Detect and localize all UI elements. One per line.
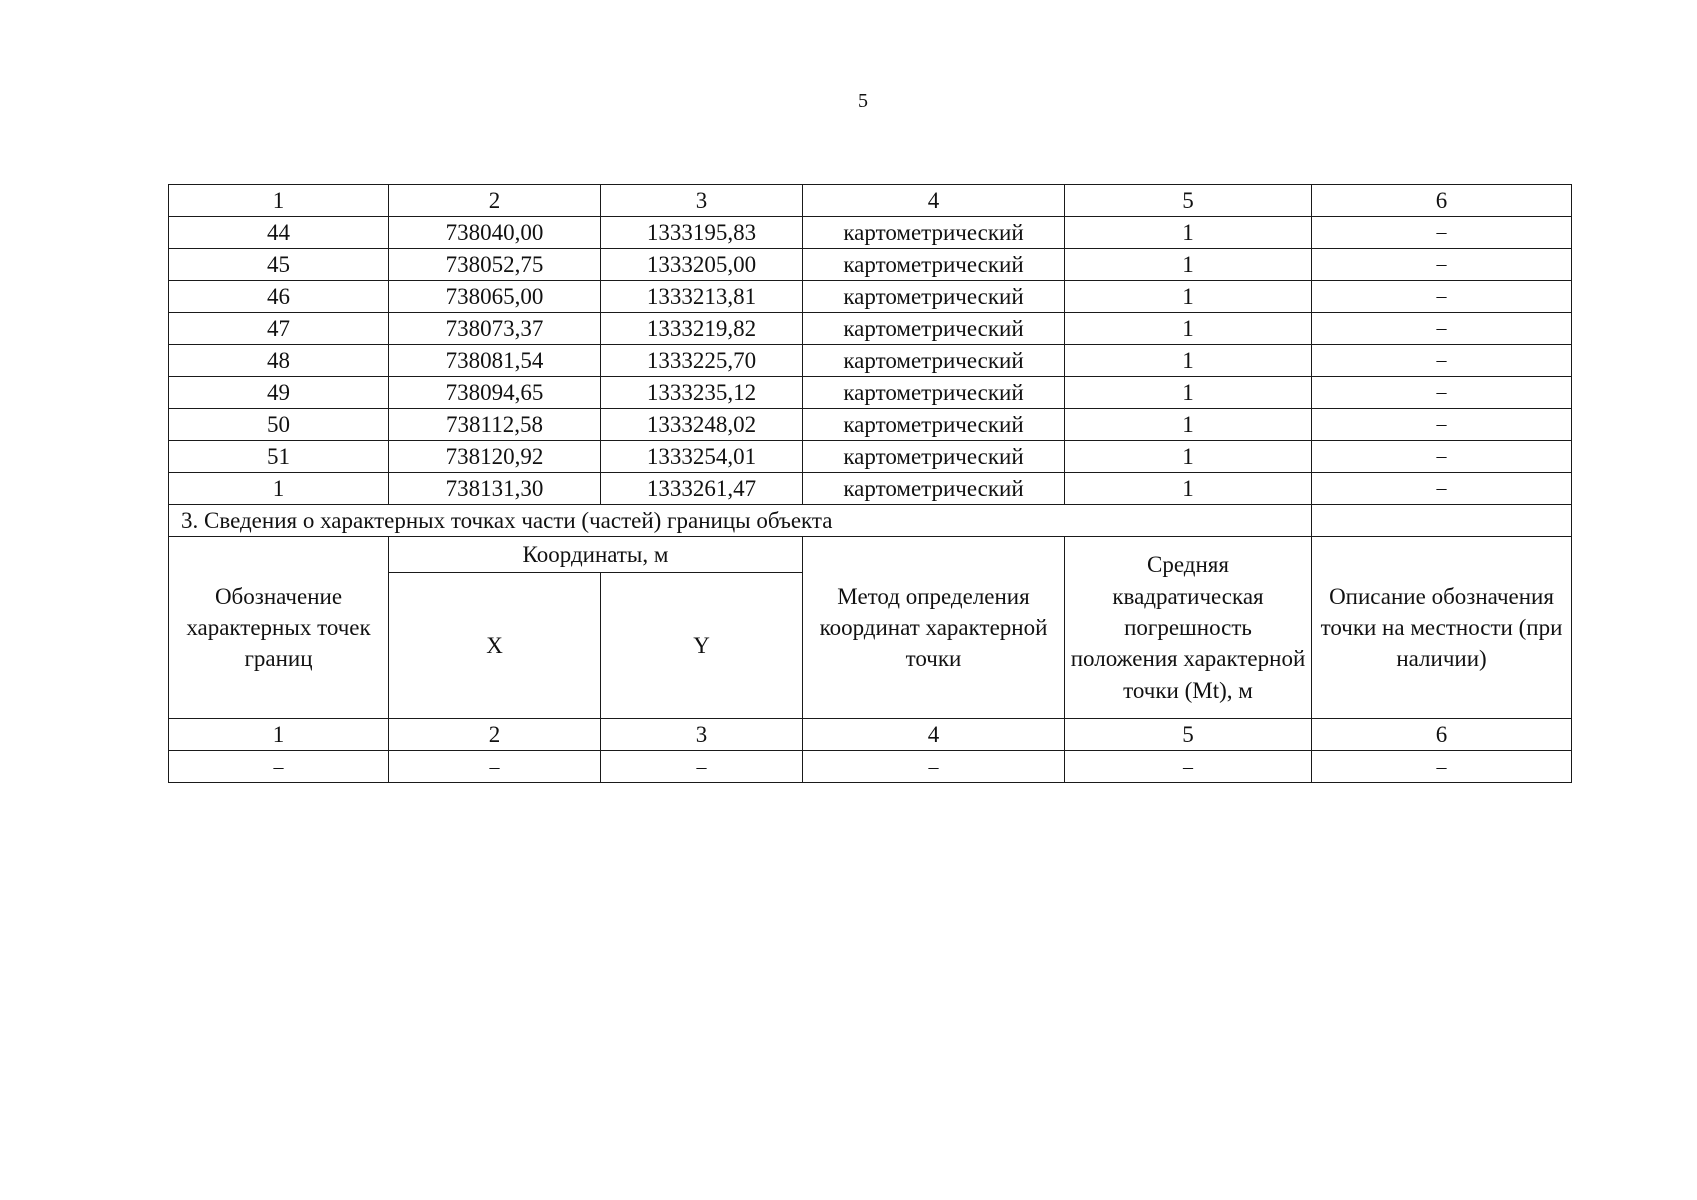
section3-title: 3. Сведения о характерных точках части (частей) границы объекта (169, 505, 1312, 537)
header-description: Описание обозначения точки на местности (при наличии) (1312, 537, 1572, 719)
description-cell: – (1312, 441, 1572, 473)
column-number-row (169, 185, 1572, 217)
point-cell: 44 (169, 217, 389, 249)
y-coordinate-cell: 1333235,12 (601, 377, 803, 409)
description-cell: – (1312, 409, 1572, 441)
x-coordinate-cell: 738081,54 (389, 345, 601, 377)
table-row (169, 217, 1572, 249)
section3-title-empty-cell (1312, 505, 1572, 537)
points-table-body (169, 185, 1572, 505)
error-cell: 1 (1065, 281, 1312, 313)
column-number-cell: 6 (1312, 719, 1572, 751)
y-coordinate-cell: 1333195,83 (601, 217, 803, 249)
method-cell: картометрический (803, 281, 1065, 313)
x-coordinate-cell: 738120,92 (389, 441, 601, 473)
table-row (169, 345, 1572, 377)
description-cell: – (1312, 217, 1572, 249)
error-cell: 1 (1065, 473, 1312, 505)
column-number-cell: 5 (1065, 719, 1312, 751)
table-row (169, 313, 1572, 345)
y-coordinate-cell: 1333254,01 (601, 441, 803, 473)
point-cell: 50 (169, 409, 389, 441)
column-number-cell: 2 (389, 185, 601, 217)
section3-body (169, 505, 1572, 783)
x-coordinate-cell: 738052,75 (389, 249, 601, 281)
column-number-cell: 4 (803, 719, 1065, 751)
empty-cell: – (169, 751, 389, 783)
section3-header-row (169, 537, 1572, 573)
column-number-cell: 1 (169, 185, 389, 217)
table-row (169, 377, 1572, 409)
point-cell: 47 (169, 313, 389, 345)
error-cell: 1 (1065, 409, 1312, 441)
header-y: Y (601, 573, 803, 719)
x-coordinate-cell: 738040,00 (389, 217, 601, 249)
header-points: Обозначение характерных точек границ (169, 537, 389, 719)
error-cell: 1 (1065, 377, 1312, 409)
column-number-cell: 2 (389, 719, 601, 751)
y-coordinate-cell: 1333205,00 (601, 249, 803, 281)
method-cell: картометрический (803, 249, 1065, 281)
header-x: X (389, 573, 601, 719)
y-coordinate-cell: 1333261,47 (601, 473, 803, 505)
method-cell: картометрический (803, 377, 1065, 409)
x-coordinate-cell: 738073,37 (389, 313, 601, 345)
x-coordinate-cell: 738112,58 (389, 409, 601, 441)
column-number-cell: 6 (1312, 185, 1572, 217)
column-number-cell: 1 (169, 719, 389, 751)
y-coordinate-cell: 1333248,02 (601, 409, 803, 441)
method-cell: картометрический (803, 345, 1065, 377)
error-cell: 1 (1065, 217, 1312, 249)
empty-cell: – (601, 751, 803, 783)
x-coordinate-cell: 738094,65 (389, 377, 601, 409)
description-cell: – (1312, 377, 1572, 409)
header-coordinates: Координаты, м (389, 537, 803, 573)
point-cell: 46 (169, 281, 389, 313)
method-cell: картометрический (803, 217, 1065, 249)
empty-cell: – (1065, 751, 1312, 783)
section3-title-row (169, 505, 1572, 537)
table-row (169, 441, 1572, 473)
description-cell: – (1312, 249, 1572, 281)
section3-column-number-row (169, 719, 1572, 751)
table-row (169, 249, 1572, 281)
point-cell: 48 (169, 345, 389, 377)
table-row (169, 473, 1572, 505)
description-cell: – (1312, 281, 1572, 313)
method-cell: картометрический (803, 409, 1065, 441)
section3-empty-row (169, 751, 1572, 783)
description-cell: – (1312, 313, 1572, 345)
header-method: Метод определения координат характерной точки (803, 537, 1065, 719)
method-cell: картометрический (803, 473, 1065, 505)
x-coordinate-cell: 738065,00 (389, 281, 601, 313)
error-cell: 1 (1065, 249, 1312, 281)
y-coordinate-cell: 1333219,82 (601, 313, 803, 345)
table-row (169, 409, 1572, 441)
header-error: Средняя квадратическая погрешность положения характерной точки (Mt), м (1065, 537, 1312, 719)
y-coordinate-cell: 1333213,81 (601, 281, 803, 313)
empty-cell: – (803, 751, 1065, 783)
point-cell: 51 (169, 441, 389, 473)
error-cell: 1 (1065, 313, 1312, 345)
column-number-cell: 4 (803, 185, 1065, 217)
page-number: 5 (858, 90, 868, 112)
empty-cell: – (1312, 751, 1572, 783)
column-number-cell: 5 (1065, 185, 1312, 217)
method-cell: картометрический (803, 313, 1065, 345)
error-cell: 1 (1065, 441, 1312, 473)
y-coordinate-cell: 1333225,70 (601, 345, 803, 377)
point-cell: 49 (169, 377, 389, 409)
description-cell: – (1312, 473, 1572, 505)
method-cell: картометрический (803, 441, 1065, 473)
point-cell: 45 (169, 249, 389, 281)
coordinates-table (168, 184, 1572, 783)
point-cell: 1 (169, 473, 389, 505)
column-number-cell: 3 (601, 719, 803, 751)
table-row (169, 281, 1572, 313)
empty-cell: – (389, 751, 601, 783)
column-number-cell: 3 (601, 185, 803, 217)
x-coordinate-cell: 738131,30 (389, 473, 601, 505)
description-cell: – (1312, 345, 1572, 377)
error-cell: 1 (1065, 345, 1312, 377)
